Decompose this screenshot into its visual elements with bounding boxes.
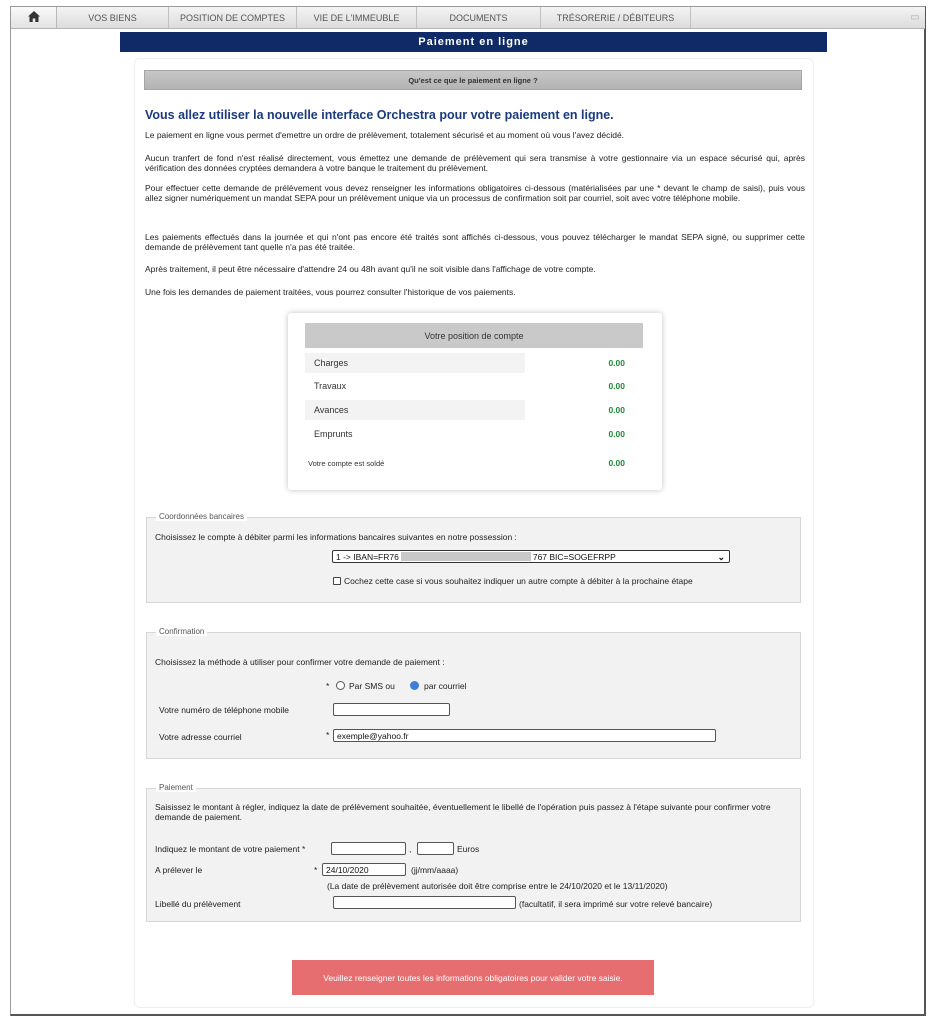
- bank-details-legend: Coordonnées bancaires: [156, 512, 247, 521]
- payment-fieldset: [146, 783, 801, 922]
- position-row-avances: [305, 400, 643, 420]
- account-position-header: Votre position de compte: [305, 323, 643, 348]
- date-label: A prélever le: [155, 865, 203, 875]
- bank-select-iban-prefix: 1 -> IBAN=FR76: [336, 551, 399, 562]
- info-bar-what-is-online-payment[interactable]: Qu'est ce que le paiement en ligne ?: [144, 70, 802, 90]
- confirmation-instruction: Choisissez la méthode à utiliser pour confirmer votre demande de paiement :: [155, 657, 445, 667]
- position-row-value: 0.00: [608, 381, 625, 391]
- date-format-hint: (jj/mm/aaaa): [411, 865, 459, 875]
- amount-decimal-input[interactable]: [417, 842, 454, 855]
- nav-item-position-comptes[interactable]: POSITION DE COMPTES: [169, 7, 297, 28]
- position-row-value: 0.00: [608, 405, 625, 415]
- position-row-label: Travaux: [314, 381, 347, 391]
- other-account-checkbox[interactable]: [333, 577, 341, 585]
- position-row-label: Emprunts: [314, 429, 353, 439]
- bank-details-fieldset: [146, 512, 801, 603]
- home-icon: [28, 9, 40, 27]
- position-row-label: Avances: [305, 400, 525, 420]
- intro-paragraph-6: Une fois les demandes de paiement traitées, vous pourrez consulter l'historique de vos paiements.: [145, 287, 516, 297]
- required-mark: *: [326, 681, 330, 691]
- redacted-iban: [401, 552, 531, 561]
- radio-email-label: par courriel: [424, 681, 467, 691]
- libelle-input[interactable]: [333, 896, 516, 909]
- nav-item-documents[interactable]: DOCUMENTS: [417, 7, 541, 28]
- email-label: Votre adresse courriel: [159, 732, 242, 742]
- nav-home-button[interactable]: [11, 7, 57, 28]
- date-allowed-range-note: (La date de prélèvement autorisée doit être comprise entre le 24/10/2020 et le 13/11/2020): [327, 881, 668, 891]
- payment-instruction: Saisissez le montant à régler, indiquez la date de prélèvement souhaitée, éventuellement le libellé de l'opération puis passez à l'étape suivante pour confirmer votre demande de paiement.: [155, 802, 771, 822]
- radio-sms[interactable]: [336, 681, 345, 690]
- nav-item-vos-biens[interactable]: VOS BIENS: [57, 7, 169, 28]
- position-row-label: Charges: [305, 353, 525, 373]
- intro-paragraph-4: Les paiements effectués dans la journée et qui n'ont pas encore été traités sont affichés ci-dessous, vous pouvez télécharger le mandat SEPA signé, ou supprimer cette demande de prélèvement tant quelle n'a pas été traitée.: [145, 232, 805, 252]
- date-input[interactable]: 24/10/2020: [322, 863, 406, 876]
- position-row-value: 0.00: [608, 358, 625, 368]
- required-mark: *: [314, 865, 318, 875]
- libelle-label: Libellé du prélèvement: [155, 899, 241, 909]
- position-row-travaux: [305, 376, 643, 396]
- currency-label: Euros: [457, 844, 480, 854]
- position-row-charges: [305, 353, 643, 373]
- phone-input[interactable]: [333, 703, 450, 716]
- intro-title: Vous allez utiliser la nouvelle interface Orchestra pour votre paiement en ligne.: [145, 108, 614, 122]
- email-input[interactable]: exemple@yahoo.fr: [333, 729, 716, 742]
- position-total-label: Votre compte est soldé: [308, 458, 385, 468]
- nav-item-tresorerie[interactable]: TRÉSORERIE / DÉBITEURS: [541, 7, 691, 28]
- bank-account-select[interactable]: [332, 550, 730, 563]
- position-row-total: [305, 453, 643, 473]
- account-position-card: [288, 313, 662, 490]
- intro-paragraph-2: Aucun tranfert de fond n'est réalisé directement, vous émettez une demande de prélèvement qui sera transmise à votre gestionnaire via un espace sécurisé qui, après vérification des données cryptées demandera à votre banque le traitement du prélèvement.: [145, 153, 805, 173]
- position-row-emprunts: [305, 424, 643, 444]
- confirmation-fieldset: [146, 627, 801, 759]
- position-row-value: 0.00: [608, 429, 625, 439]
- top-navigation: [11, 7, 925, 29]
- nav-item-vie-immeuble[interactable]: VIE DE L'IMMEUBLE: [297, 7, 417, 28]
- libelle-note: (facultatif, il sera imprimé sur votre relevé bancaire): [519, 899, 713, 909]
- payment-legend: Paiement: [156, 783, 196, 792]
- other-account-checkbox-label: Cochez cette case si vous souhaitez indiquer un autre compte à débiter à la prochaine étape: [344, 576, 693, 586]
- position-total-value: 0.00: [608, 458, 625, 468]
- intro-paragraph-5: Après traitement, il peut être nécessaire d'attendre 24 ou 48h avant qu'il ne soit visible dans l'affichage de votre compte.: [145, 264, 596, 274]
- intro-paragraph-3: Pour effectuer cette demande de prélèvement vous devez renseigner les informations obligatoires ci-dessous (matérialisées par une * devant le champ de saisi), puis vous allez signer numériquement un mandat SEPA pour un prélèvement unique via un processus de confirmation soit par courriel, soit avec votre téléphone mobile.: [145, 183, 805, 203]
- nav-end-icon: ▭: [910, 12, 920, 23]
- phone-label: Votre numéro de téléphone mobile: [159, 705, 289, 715]
- radio-email[interactable]: [410, 681, 419, 690]
- amount-label: Indiquez le montant de votre paiement *: [155, 844, 306, 854]
- bank-instruction: Choisissez le compte à débiter parmi les informations bancaires suivantes en notre possession :: [155, 532, 517, 542]
- page-title: Paiement en ligne: [120, 32, 827, 52]
- amount-integer-input[interactable]: [331, 842, 406, 855]
- intro-paragraph-1: Le paiement en ligne vous permet d'emettre un ordre de prélèvement, totalement sécurisé et au moment où vous l'avez décidé.: [145, 130, 625, 140]
- amount-separator: ,: [409, 844, 412, 854]
- chevron-down-icon: ⌄: [717, 552, 725, 562]
- radio-sms-label: Par SMS ou: [349, 681, 395, 691]
- confirmation-legend: Confirmation: [156, 627, 207, 636]
- validation-alert: Veuillez renseigner toutes les informations obligatoires pour valider votre saisie.: [292, 960, 654, 995]
- required-mark: *: [326, 730, 330, 740]
- bank-select-suffix: 767 BIC=SOGEFRPP: [532, 551, 616, 562]
